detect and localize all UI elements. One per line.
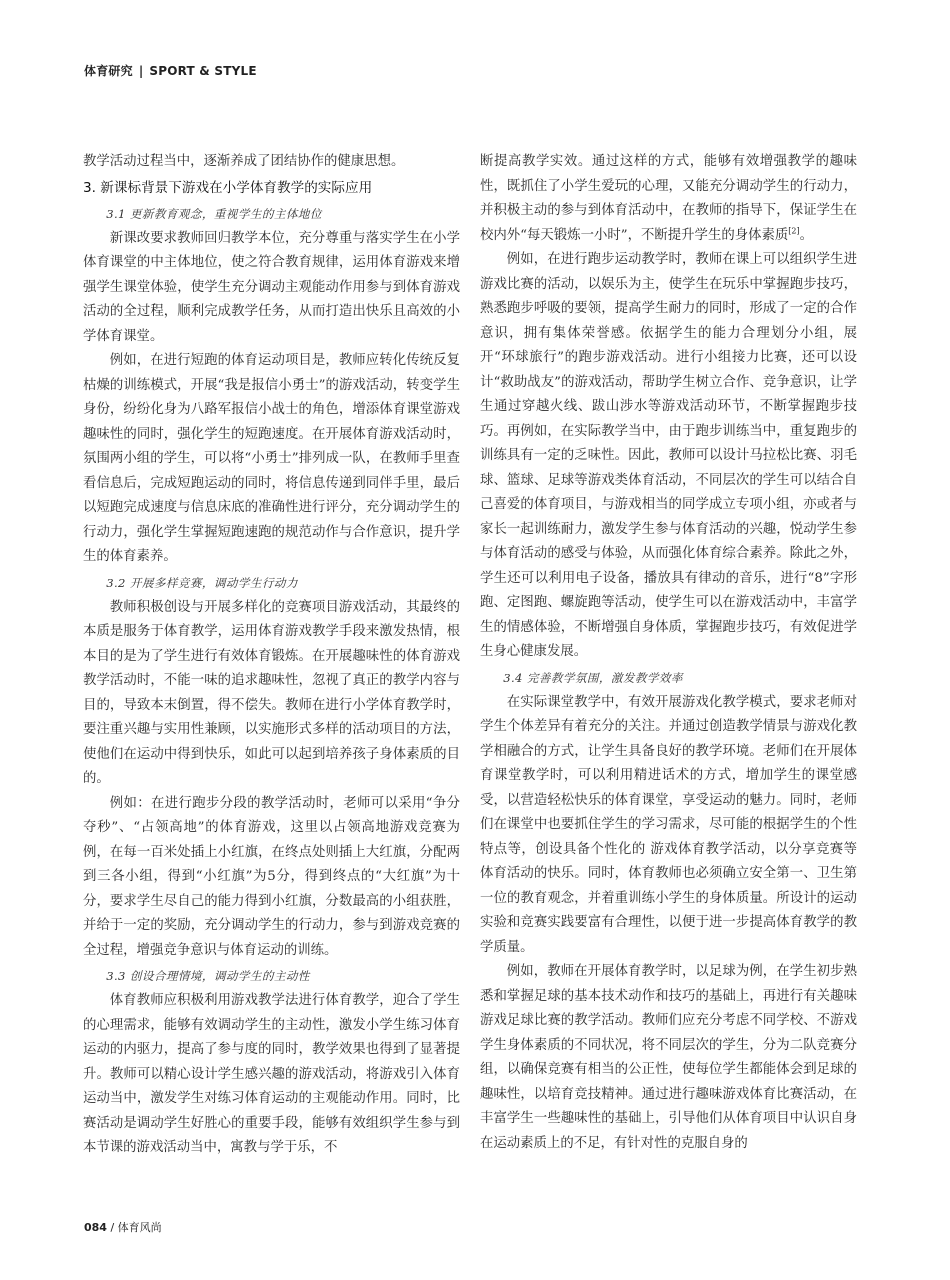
section-heading: 3. 新课标背景下游戏在小学体育教学的实际应用	[83, 179, 373, 196]
paragraph-text: 断提高教学实效。通过这样的方式，能够有效增强教学的趣味性，既抓住了小学生爱玩的心理，又能充分调动学生的行动力，并积极主动的参与到体育活动中，在教师的指导下，保证学生在校内外“每天锻炼一小时”，不断提升学生的身体素质	[480, 154, 857, 243]
right-column	[480, 150, 857, 1156]
footer-separator: /	[106, 1221, 118, 1234]
header-separator: |	[138, 64, 144, 78]
paragraph: 在实际课堂教学中，有效开展游戏化教学模式，要求老师对学生个体差异有着充分的关注。并通过创造教学情景与游戏化教学相融合的方式，让学生具备良好的教学环境。老师们在开展体育课堂教学时，可以利用精进话术的方式，增加学生的课堂感受，以营造轻松快乐的体育课堂，享受运动的魅力。同时，老师们在课堂中也要抓住学生的学习需求，尽可能的根据学生的个性特点等，创设具备个性化的 游戏体育教学活动，以分享竞赛等体育活动的快乐。同时，体育教师也必须确立安全第一、卫生第一位的教育观念，并着重训练小学生的身体质量。所设计的运动实验和竞赛实践要富有合理性，以便于进一步提高体育教学的教学质量。	[480, 694, 857, 955]
header-journal: SPORT & STYLE	[149, 64, 257, 78]
paragraph: 例如，教师在开展体育教学时，以足球为例，在学生初步熟悉和掌握足球的基本技术动作和技巧的基础上，再进行有关趣味游戏足球比赛的教学活动。教师们应充分考虑不同学校、不游戏学生身体素质的不同状况，将不同层次的学生，分为二队竞赛分组，以确保竞赛有相当的公正性，使每位学生都能体会到足球的趣味性，以培育竞技精神。通过进行趣味游戏体育比赛活动，在丰富学生一些趣味性的基础上，引导他们从体育项目中认识自身在运动素质上的不足，有针对性的克服自身的	[480, 964, 857, 1151]
paragraph: 例如：在进行跑步分段的教学活动时，老师可以采用“争分夺秒”、“占领高地”的体育游戏，这里以占领高地游戏竞赛为例，在每一百米处插上小红旗，在终点处则插上大红旗，分配两到三各小组，得到“小红旗”为5分，得到终点的“大红旗”为十分，要求学生尽自己的能力得到小红旗，分数最高的小组获胜，并给于一定的奖励，充分调动学生的行动力，参与到游戏竞赛的全过程，增强竞争意识与体育运动的训练。	[83, 795, 460, 958]
subsection-heading: 3.3 创设合理情境，调动学生的主动性	[106, 969, 310, 983]
page-footer	[84, 1219, 162, 1235]
paragraph: 体育教师应积极利用游戏教学法进行体育教学，迎合了学生的心理需求，能够有效调动学生的主动性，激发小学生练习体育运动的内驱力，提高了参与度的同时，教学效果也得到了显著提升。教师可以精心设计学生感兴趣的游戏活动，将游戏引入体育运动当中，激发学生对练习体育运动的主观能动作用。同时，比赛活动是调动学生好胜心的重要手段，能够有效组织学生参与到本节课的游戏活动当中，寓教与学于乐，不	[83, 993, 460, 1155]
subsection-heading: 3.1 更新教育观念，重视学生的主体地位	[106, 206, 322, 221]
paragraph: 例如，在进行跑步运动教学时，教师在课上可以组织学生进游戏比赛的活动，以娱乐为主，使学生在玩乐中掌握跑步技巧，熟悉跑步呼吸的要领，提高学生耐力的同时，形成了一定的合作意识，拥有集体荣誉感。依据学生的能力合理划分小组，展开“环球旅行”的跑步游戏活动。进行小组接力比赛，还可以设计“救助战友”的游戏活动，帮助学生树立合作、竞争意识，让学生通过穿越火线、跋山涉水等游戏活动环节，不断掌握跑步技巧。再例如，在实际教学当中，由于跑步训练当中，重复跑步的训练具有一定的乏味性。因此，教师可以设计马拉松比赛、羽毛球、篮球、足球等游戏类体育活动，不同层次的学生可以结合自己喜爱的体育项目，与游戏相当的同学成立专项小组，亦或者与家长一起训练耐力，激发学生参与体育活动的兴趣，悦动学生参与体育活动的感受与体验，从而强化体育综合素养。除此之外，学生还可以利用电子设备，播放具有律动的音乐，进行“8”字形跑、定图跑、螺旋跑等活动，使学生可以在游戏活动中，丰富学生的情感体验，不断增强自身体质，掌握跑步技巧，有效促进学生身心健康发展。	[480, 252, 857, 659]
citation-marker: [2]	[788, 226, 800, 236]
header-section: 体育研究	[84, 64, 133, 78]
left-column	[83, 150, 460, 1161]
paragraph: 新课改要求教师回归教学本位，充分尊重与落实学生在小学体育课堂的中主体地位，使之符合教育规律，运用体育游戏来增强学生课堂体验，使学生充分调动主观能动作用参与到体育游戏活动的全过程，顺利完成教学任务，从而打造出快乐且高效的小学体育课堂。	[83, 230, 460, 344]
running-header	[84, 62, 257, 79]
paragraph-end: 。	[799, 227, 814, 243]
footer-journal: 体育风尚	[117, 1221, 162, 1234]
page-number: 084	[84, 1221, 107, 1234]
paragraph	[480, 150, 857, 248]
paragraph: 例如，在进行短跑的体育运动项目是，教师应转化传统反复枯燥的训练模式，开展“我是报信小勇士”的游戏活动，转变学生身份，纷纷化身为八路军报信小战士的角色，增添体育课堂游戏趣味性的同时，强化学生的短跑速度。在开展体育游戏活动时，氛围两小组的学生，可以将“小勇士”排列成一队，在教师手里查看信息后，完成短跑运动的同时，将信息传递到同伴手里，最后以短跑完成速度与信息床底的准确性进行评分，充分调动学生的行动力，强化学生掌握短跑速跑的规范动作与合作意识，提升学生的体育素养。	[83, 353, 460, 564]
paragraph: 教师积极创设与开展多样化的竞赛项目游戏活动，其最终的本质是服务于体育教学，运用体育游戏教学手段来激发热情，根本目的是为了学生进行有效体育锻炼。在开展趣味性的体育游戏教学活动时，不能一味的追求趣味性，忽视了真正的教学内容与目的，导致本末倒置，得不偿失。教师在进行小学体育教学时，要注重兴趣与实用性兼顾，以实施形式多样的活动项目的方法，使他们在运动中得到快乐，如此可以起到培养孩子身体素质的目的。	[83, 599, 460, 786]
subsection-heading: 3.2 开展多样竞赛，调动学生行动力	[106, 575, 298, 590]
paragraph: 教学活动过程当中，逐渐养成了团结协作的健康思想。	[83, 154, 405, 169]
subsection-heading: 3.4 完善教学氛围，激发教学效率	[503, 670, 683, 685]
